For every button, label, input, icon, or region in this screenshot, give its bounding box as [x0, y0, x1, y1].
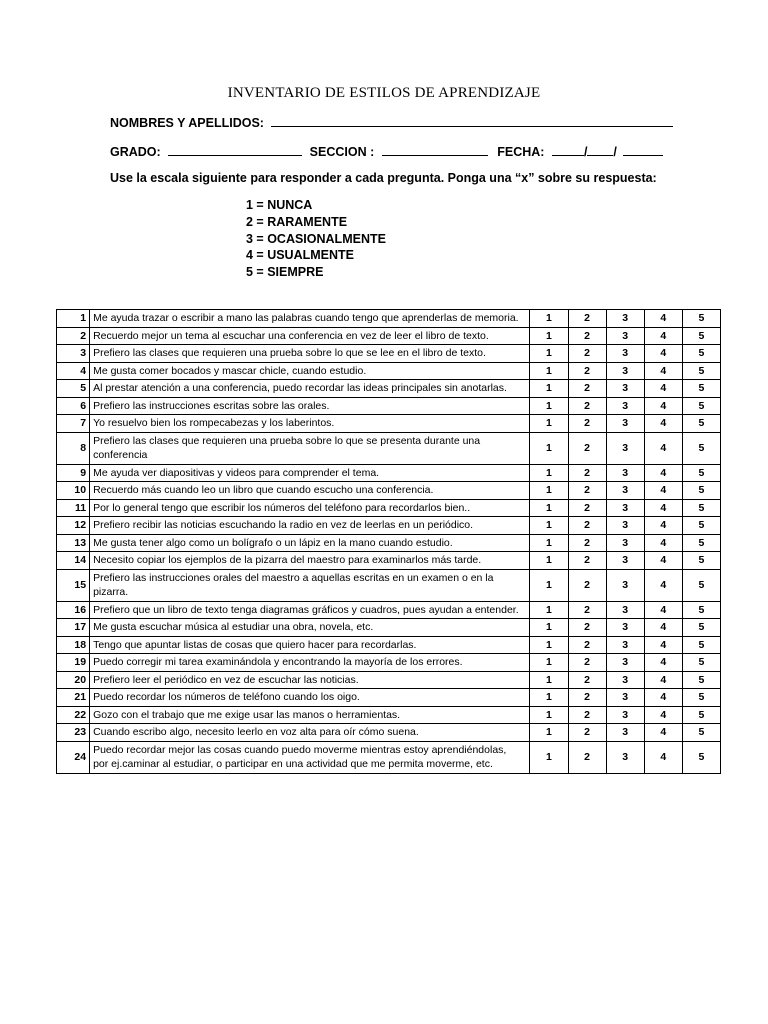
question-row — [57, 517, 721, 535]
question-row — [57, 327, 721, 345]
question-number: 19 — [57, 654, 90, 672]
question-number: 20 — [57, 671, 90, 689]
question-text: Cuando escribo algo, necesito leerlo en voz alta para oír cómo suena. — [90, 724, 530, 742]
question-text: Me ayuda ver diapositivas y videos para comprender el tema. — [90, 464, 530, 482]
answer-option-5[interactable]: 5 — [682, 310, 720, 328]
answer-option-5[interactable]: 5 — [682, 380, 720, 398]
question-number: 12 — [57, 517, 90, 535]
answer-option-1[interactable]: 1 — [530, 345, 568, 363]
answer-option-5[interactable]: 5 — [682, 415, 720, 433]
question-number: 18 — [57, 636, 90, 654]
question-number: 5 — [57, 380, 90, 398]
answer-option-3[interactable]: 3 — [606, 415, 644, 433]
answer-option-5[interactable]: 5 — [682, 706, 720, 724]
answer-option-3[interactable]: 3 — [606, 671, 644, 689]
question-text: Tengo que apuntar listas de cosas que quiero hacer para recordarlas. — [90, 636, 530, 654]
answer-option-5[interactable]: 5 — [682, 654, 720, 672]
question-text: Me ayuda trazar o escribir a mano las palabras cuando tengo que aprenderlas de memoria. — [90, 310, 530, 328]
answer-option-1[interactable]: 1 — [530, 601, 568, 619]
question-text: Prefiero las instrucciones escritas sobre las orales. — [90, 397, 530, 415]
answer-option-3[interactable]: 3 — [606, 534, 644, 552]
answer-option-1[interactable]: 1 — [530, 310, 568, 328]
answer-option-4[interactable]: 4 — [644, 636, 682, 654]
answer-option-5[interactable]: 5 — [682, 671, 720, 689]
question-text: Prefiero las instrucciones orales del maestro a aquellas escritas en un examen o en la pizarra. — [90, 569, 530, 601]
answer-option-3[interactable]: 3 — [606, 741, 644, 773]
answer-option-4[interactable]: 4 — [644, 345, 682, 363]
question-number: 22 — [57, 706, 90, 724]
question-row — [57, 482, 721, 500]
answer-option-2[interactable]: 2 — [568, 654, 606, 672]
question-row — [57, 601, 721, 619]
question-text: Gozo con el trabajo que me exige usar las manos o herramientas. — [90, 706, 530, 724]
grade-label: GRADO: — [110, 145, 161, 159]
instructions-text: Use la escala siguiente para responder a cada pregunta. Ponga una “x” sobre su respuesta: — [110, 171, 657, 185]
page-title: INVENTARIO DE ESTILOS DE APRENDIZAJE — [227, 85, 541, 101]
answer-option-4[interactable]: 4 — [644, 689, 682, 707]
answer-option-2[interactable]: 2 — [568, 345, 606, 363]
date-separator: / — [613, 145, 617, 159]
answer-option-5[interactable]: 5 — [682, 499, 720, 517]
question-row — [57, 397, 721, 415]
answer-option-5[interactable]: 5 — [682, 362, 720, 380]
answer-option-5[interactable]: 5 — [682, 569, 720, 601]
answer-option-3[interactable]: 3 — [606, 380, 644, 398]
question-number: 8 — [57, 432, 90, 464]
answer-option-3[interactable]: 3 — [606, 482, 644, 500]
answer-option-2[interactable]: 2 — [568, 552, 606, 570]
answer-option-4[interactable]: 4 — [644, 415, 682, 433]
question-text: Prefiero las clases que requieren una prueba sobre lo que se presenta durante una conferencia — [90, 432, 530, 464]
answer-option-4[interactable]: 4 — [644, 569, 682, 601]
questions-table — [56, 309, 721, 774]
answer-option-4[interactable]: 4 — [644, 380, 682, 398]
question-text: Prefiero leer el periódico en vez de escuchar las noticias. — [90, 671, 530, 689]
question-number: 16 — [57, 601, 90, 619]
question-text: Prefiero que un libro de texto tenga diagramas gráficos y cuadros, pues ayudan a entender. — [90, 601, 530, 619]
answer-option-5[interactable]: 5 — [682, 345, 720, 363]
answer-option-2[interactable]: 2 — [568, 380, 606, 398]
answer-option-2[interactable]: 2 — [568, 310, 606, 328]
question-number: 23 — [57, 724, 90, 742]
question-text: Necesito copiar los ejemplos de la pizarra del maestro para examinarlos más tarde. — [90, 552, 530, 570]
answer-option-5[interactable]: 5 — [682, 534, 720, 552]
answer-option-1[interactable]: 1 — [530, 415, 568, 433]
answer-option-4[interactable]: 4 — [644, 552, 682, 570]
grade-blank-line[interactable] — [168, 144, 302, 156]
answer-option-4[interactable]: 4 — [644, 601, 682, 619]
answer-option-2[interactable]: 2 — [568, 689, 606, 707]
answer-option-2[interactable]: 2 — [568, 706, 606, 724]
question-row — [57, 654, 721, 672]
answer-option-1[interactable]: 1 — [530, 380, 568, 398]
question-number: 1 — [57, 310, 90, 328]
answer-option-1[interactable]: 1 — [530, 432, 568, 464]
answer-option-5[interactable]: 5 — [682, 636, 720, 654]
answer-option-5[interactable]: 5 — [682, 552, 720, 570]
name-blank-line[interactable] — [271, 115, 673, 127]
section-blank-line[interactable] — [382, 144, 488, 156]
question-number: 6 — [57, 397, 90, 415]
answer-option-3[interactable]: 3 — [606, 464, 644, 482]
answer-option-1[interactable]: 1 — [530, 397, 568, 415]
question-text: Puedo recordar los números de teléfono cuando los oigo. — [90, 689, 530, 707]
question-number: 24 — [57, 741, 90, 773]
question-row — [57, 619, 721, 637]
answer-option-1[interactable]: 1 — [530, 534, 568, 552]
question-number: 15 — [57, 569, 90, 601]
question-text: Recuerdo mejor un tema al escuchar una conferencia en vez de leer el libro de texto. — [90, 327, 530, 345]
answer-option-3[interactable]: 3 — [606, 397, 644, 415]
answer-option-1[interactable]: 1 — [530, 327, 568, 345]
answer-option-3[interactable]: 3 — [606, 499, 644, 517]
answer-option-4[interactable]: 4 — [644, 619, 682, 637]
answer-option-4[interactable]: 4 — [644, 517, 682, 535]
answer-option-2[interactable]: 2 — [568, 636, 606, 654]
question-text: Puedo recordar mejor las cosas cuando puedo moverme mientras estoy aprendiéndolas, por ej.caminar al estudiar, o participar en una actividad que me permita moverme, etc. — [90, 741, 530, 773]
answer-option-3[interactable]: 3 — [606, 345, 644, 363]
question-text: Yo resuelvo bien los rompecabezas y los laberintos. — [90, 415, 530, 433]
question-row — [57, 345, 721, 363]
answer-option-2[interactable]: 2 — [568, 517, 606, 535]
answer-option-1[interactable]: 1 — [530, 654, 568, 672]
answer-option-4[interactable]: 4 — [644, 464, 682, 482]
answer-option-3[interactable]: 3 — [606, 636, 644, 654]
answer-option-5[interactable]: 5 — [682, 724, 720, 742]
answer-option-3[interactable]: 3 — [606, 689, 644, 707]
question-number: 2 — [57, 327, 90, 345]
rating-scale-legend — [246, 197, 386, 281]
question-row — [57, 415, 721, 433]
answer-option-3[interactable]: 3 — [606, 432, 644, 464]
scale-item: 2 = RARAMENTE — [246, 214, 348, 229]
answer-option-5[interactable]: 5 — [682, 601, 720, 619]
section-label: SECCION : — [309, 145, 375, 159]
date-day-blank[interactable] — [552, 144, 584, 156]
answer-option-2[interactable]: 2 — [568, 482, 606, 500]
question-row — [57, 499, 721, 517]
answer-option-4[interactable]: 4 — [644, 397, 682, 415]
answer-option-3[interactable]: 3 — [606, 517, 644, 535]
scale-item: 5 = SIEMPRE — [246, 265, 324, 280]
name-label: NOMBRES Y APELLIDOS: — [110, 116, 264, 130]
answer-option-1[interactable]: 1 — [530, 552, 568, 570]
answer-option-2[interactable]: 2 — [568, 464, 606, 482]
answer-option-2[interactable]: 2 — [568, 741, 606, 773]
answer-option-4[interactable]: 4 — [644, 310, 682, 328]
question-number: 9 — [57, 464, 90, 482]
answer-option-3[interactable]: 3 — [606, 706, 644, 724]
question-number: 14 — [57, 552, 90, 570]
answer-option-4[interactable]: 4 — [644, 327, 682, 345]
answer-option-4[interactable]: 4 — [644, 482, 682, 500]
question-row — [57, 380, 721, 398]
question-number: 13 — [57, 534, 90, 552]
question-row — [57, 432, 721, 464]
answer-option-2[interactable]: 2 — [568, 724, 606, 742]
answer-option-5[interactable]: 5 — [682, 432, 720, 464]
question-number: 11 — [57, 499, 90, 517]
question-text: Prefiero recibir las noticias escuchando la radio en vez de leerlas en un periódico. — [90, 517, 530, 535]
question-text: Prefiero las clases que requieren una prueba sobre lo que se lee en el libro de texto. — [90, 345, 530, 363]
question-text: Por lo general tengo que escribir los números del teléfono para recordarlos bien.. — [90, 499, 530, 517]
answer-option-1[interactable]: 1 — [530, 741, 568, 773]
answer-option-2[interactable]: 2 — [568, 569, 606, 601]
question-text: Recuerdo más cuando leo un libro que cuando escucho una conferencia. — [90, 482, 530, 500]
answer-option-3[interactable]: 3 — [606, 310, 644, 328]
question-row — [57, 362, 721, 380]
answer-option-2[interactable]: 2 — [568, 415, 606, 433]
question-row — [57, 534, 721, 552]
answer-option-1[interactable]: 1 — [530, 482, 568, 500]
question-row — [57, 706, 721, 724]
question-row — [57, 724, 721, 742]
question-row — [57, 464, 721, 482]
date-year-blank[interactable] — [623, 144, 663, 156]
answer-option-3[interactable]: 3 — [606, 362, 644, 380]
grade-section-date-row — [110, 144, 663, 159]
answer-option-5[interactable]: 5 — [682, 517, 720, 535]
scale-item: 4 = USUALMENTE — [246, 248, 355, 263]
question-row — [57, 689, 721, 707]
question-text: Me gusta tener algo como un bolígrafo o un lápiz en la mano cuando estudio. — [90, 534, 530, 552]
answer-option-2[interactable]: 2 — [568, 499, 606, 517]
answer-option-1[interactable]: 1 — [530, 517, 568, 535]
answer-option-2[interactable]: 2 — [568, 327, 606, 345]
answer-option-4[interactable]: 4 — [644, 534, 682, 552]
question-number: 4 — [57, 362, 90, 380]
answer-option-1[interactable]: 1 — [530, 671, 568, 689]
question-row — [57, 671, 721, 689]
question-row — [57, 569, 721, 601]
answer-option-4[interactable]: 4 — [644, 654, 682, 672]
answer-option-5[interactable]: 5 — [682, 464, 720, 482]
answer-option-4[interactable]: 4 — [644, 499, 682, 517]
answer-option-2[interactable]: 2 — [568, 534, 606, 552]
question-text: Me gusta comer bocados y mascar chicle, cuando estudio. — [90, 362, 530, 380]
answer-option-1[interactable]: 1 — [530, 724, 568, 742]
answer-option-4[interactable]: 4 — [644, 671, 682, 689]
answer-option-4[interactable]: 4 — [644, 741, 682, 773]
answer-option-3[interactable]: 3 — [606, 601, 644, 619]
answer-option-3[interactable]: 3 — [606, 619, 644, 637]
date-month-blank[interactable] — [587, 144, 613, 156]
question-row — [57, 636, 721, 654]
answer-option-5[interactable]: 5 — [682, 689, 720, 707]
question-row — [57, 552, 721, 570]
answer-option-5[interactable]: 5 — [682, 619, 720, 637]
answer-option-3[interactable]: 3 — [606, 654, 644, 672]
name-field-row — [110, 115, 673, 130]
answer-option-1[interactable]: 1 — [530, 636, 568, 654]
answer-option-3[interactable]: 3 — [606, 724, 644, 742]
question-number: 3 — [57, 345, 90, 363]
answer-option-2[interactable]: 2 — [568, 601, 606, 619]
date-label: FECHA: — [497, 145, 545, 159]
question-text: Me gusta escuchar música al estudiar una obra, novela, etc. — [90, 619, 530, 637]
answer-option-4[interactable]: 4 — [644, 724, 682, 742]
answer-option-1[interactable]: 1 — [530, 619, 568, 637]
answer-option-4[interactable]: 4 — [644, 706, 682, 724]
question-text: Al prestar atención a una conferencia, puedo recordar las ideas principales sin anotarlas. — [90, 380, 530, 398]
answer-option-5[interactable]: 5 — [682, 327, 720, 345]
answer-option-1[interactable]: 1 — [530, 569, 568, 601]
answer-option-2[interactable]: 2 — [568, 397, 606, 415]
answer-option-2[interactable]: 2 — [568, 619, 606, 637]
answer-option-2[interactable]: 2 — [568, 432, 606, 464]
answer-option-1[interactable]: 1 — [530, 499, 568, 517]
question-number: 7 — [57, 415, 90, 433]
answer-option-3[interactable]: 3 — [606, 552, 644, 570]
answer-option-5[interactable]: 5 — [682, 397, 720, 415]
scale-item: 3 = OCASIONALMENTE — [246, 231, 386, 246]
question-row — [57, 741, 721, 773]
answer-option-1[interactable]: 1 — [530, 362, 568, 380]
question-row — [57, 310, 721, 328]
question-number: 21 — [57, 689, 90, 707]
question-text: Puedo corregir mi tarea examinándola y encontrando la mayoría de los errores. — [90, 654, 530, 672]
answer-option-1[interactable]: 1 — [530, 706, 568, 724]
answer-option-3[interactable]: 3 — [606, 327, 644, 345]
answer-option-4[interactable]: 4 — [644, 362, 682, 380]
answer-option-4[interactable]: 4 — [644, 432, 682, 464]
answer-option-1[interactable]: 1 — [530, 689, 568, 707]
answer-option-5[interactable]: 5 — [682, 482, 720, 500]
date-separator: / — [583, 145, 588, 159]
scale-item: 1 = NUNCA — [246, 198, 313, 212]
answer-option-2[interactable]: 2 — [568, 671, 606, 689]
answer-option-2[interactable]: 2 — [568, 362, 606, 380]
answer-option-3[interactable]: 3 — [606, 569, 644, 601]
answer-option-1[interactable]: 1 — [530, 464, 568, 482]
answer-option-5[interactable]: 5 — [682, 741, 720, 773]
question-number: 17 — [57, 619, 90, 637]
question-number: 10 — [57, 482, 90, 500]
